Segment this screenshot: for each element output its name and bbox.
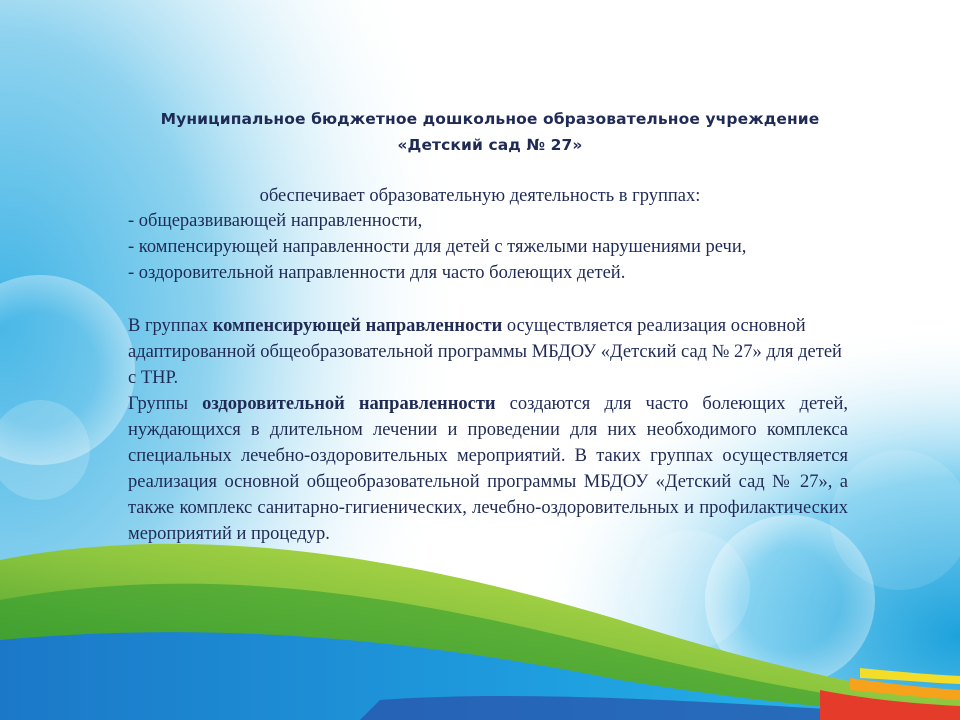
list-item: - общеразвивающей направленности, (128, 211, 423, 231)
paragraph-health (128, 391, 848, 547)
paragraph-compensating (128, 313, 848, 391)
title-line-2: «Детский сад № 27» (397, 136, 583, 154)
paragraph-rest: осуществляется реализация основной адаптированной общеобразовательной программы МБДОУ «Детский сад № 27» для детей с ТНР. (128, 316, 842, 388)
list-item: - компенсирующей направленности для детей с тяжелыми нарушениями речи, (128, 237, 747, 257)
paragraph-bold-term: оздоровительной направленности (202, 394, 496, 414)
paragraph-prefix: В группах (128, 316, 213, 336)
paragraph-prefix: Группы (128, 394, 203, 414)
paragraph-bold-term: компенсирующей направленности (212, 316, 503, 336)
paragraph-rest: создаются для часто болеющих детей, нуждающихся в длительном лечении и проведении для них необходимого комплекса специальных лечебно-оздоровительных мероприятий. В таких группах осуществляется реализация основной общеобразовательной программы МБДОУ «Детский сад № 27», а также комплекс санитарно-гигиенических, лечебно-оздоровительных и профилактических мероприятий и процедур. (128, 394, 848, 544)
list-item: - оздоровительной направленности для часто болеющих детей. (128, 263, 626, 283)
intro-text: обеспечивает образовательную деятельность в группах: (259, 186, 701, 206)
title-line-1: Муниципальное бюджетное дошкольное образовательное учреждение (160, 110, 820, 128)
